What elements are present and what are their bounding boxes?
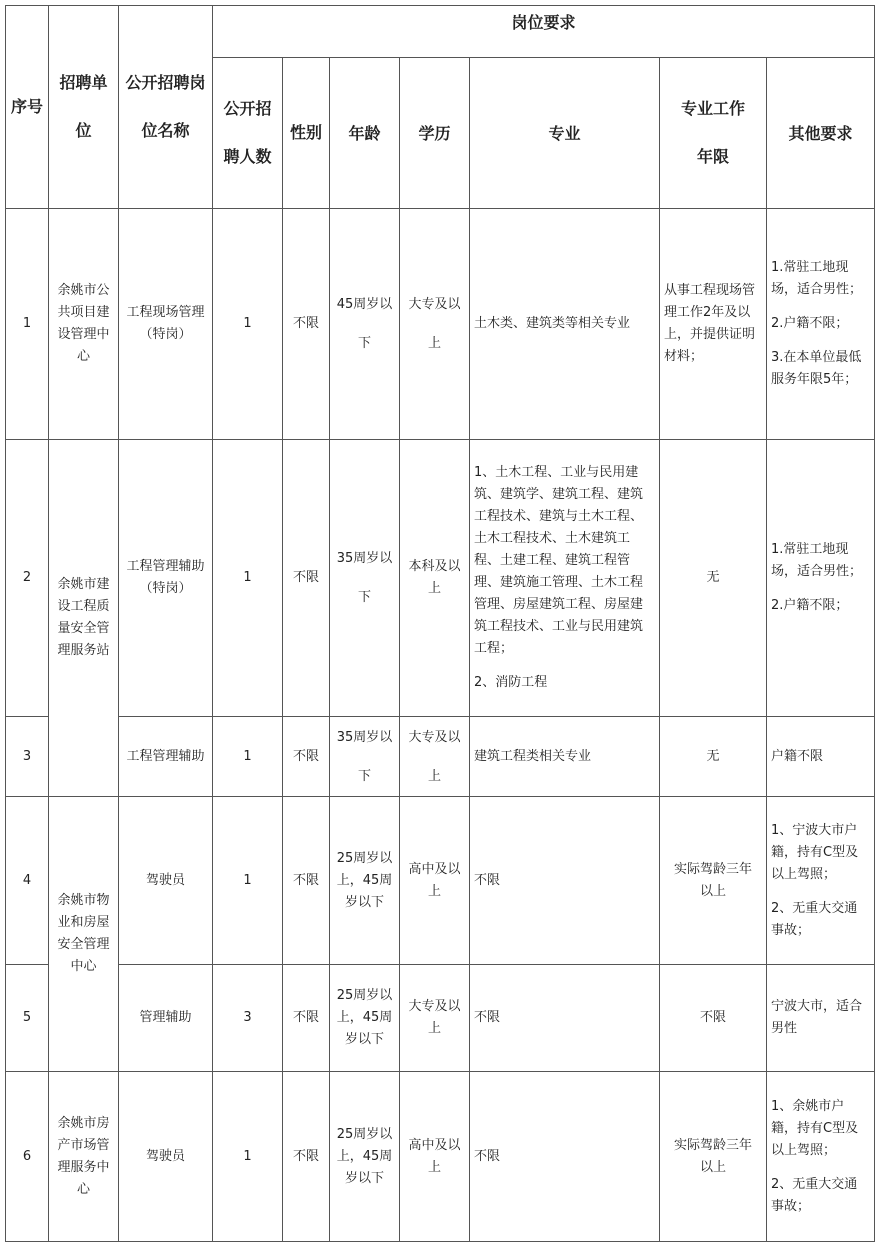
row-post: 工程现场管理（特岗） [119,209,213,440]
row-experience: 无 [660,717,767,797]
row-unit: 余姚市房产市场管理服务中心 [49,1072,119,1242]
row-age: 25周岁以上，45周岁以下 [330,965,400,1072]
row-education: 大专及以上 [400,717,470,797]
row-count: 1 [213,717,283,797]
header-other: 其他要求 [767,58,875,209]
header-unit: 招聘单位 [49,6,119,209]
header-row-1 [6,6,875,58]
row-seq: 4 [6,797,49,965]
row-major: 土木类、建筑类等相关专业 [470,209,660,440]
header-post-name: 公开招聘岗位名称 [119,6,213,209]
row-other [767,209,875,440]
row-experience: 实际驾龄三年以上 [660,1072,767,1242]
row-gender: 不限 [283,717,330,797]
table-row [6,440,875,717]
row-post: 工程管理辅助 [119,717,213,797]
row-experience: 无 [660,440,767,717]
header-age: 年龄 [330,58,400,209]
row-experience: 不限 [660,965,767,1072]
row-other [767,440,875,717]
row-gender: 不限 [283,440,330,717]
table-row [6,717,875,797]
row-education: 大专及以上 [400,209,470,440]
header-requirements: 岗位要求 [213,6,875,58]
other-item: 2、无重大交通事故； [771,1176,858,1214]
row-other [767,797,875,965]
row-major: 建筑工程类相关专业 [470,717,660,797]
row-education: 高中及以上 [400,1072,470,1242]
other-item: 2.户籍不限； [771,598,849,613]
row-experience: 实际驾龄三年以上 [660,797,767,965]
row-post: 驾驶员 [119,1072,213,1242]
other-item: 2、无重大交通事故； [771,900,858,938]
row-major: 不限 [470,797,660,965]
header-experience: 专业工作年限 [660,58,767,209]
row-gender: 不限 [283,1072,330,1242]
row-seq: 6 [6,1072,49,1242]
table-row [6,209,875,440]
row-age: 25周岁以上，45周岁以下 [330,797,400,965]
row-gender: 不限 [283,965,330,1072]
row-age: 25周岁以上，45周岁以下 [330,1072,400,1242]
row-other: 户籍不限 [767,717,875,797]
row-other [767,1072,875,1242]
row-count: 1 [213,1072,283,1242]
row-post: 管理辅助 [119,965,213,1072]
row-gender: 不限 [283,209,330,440]
other-item: 1、宁波大市户籍，持有C型及以上驾照； [771,822,859,882]
row-age: 45周岁以下 [330,209,400,440]
row-seq: 3 [6,717,49,797]
row-experience: 从事工程现场管理工作2年及以上，并提供证明材料； [660,209,767,440]
table-row [6,797,875,965]
row-age: 35周岁以下 [330,440,400,717]
row-major: 不限 [470,1072,660,1242]
table-row [6,965,875,1072]
major-item: 1、土木工程、工业与民用建筑、建筑学、建筑工程、建筑工程技术、建筑与土木工程、土木工程技术、土木建筑工程、土建工程、建筑工程管理、建筑施工管理、土木工程管理、房屋建筑工程、房屋建筑工程技术、工业与民用建筑工程； [474,465,644,656]
header-seq: 序号 [6,6,49,209]
other-item: 1.常驻工地现场，适合男性； [771,542,863,579]
row-unit: 余姚市建设工程质量安全管理服务站 [49,440,119,797]
header-education: 学历 [400,58,470,209]
header-major: 专业 [470,58,660,209]
row-seq: 1 [6,209,49,440]
row-post: 驾驶员 [119,797,213,965]
row-seq: 2 [6,440,49,717]
row-major: 不限 [470,965,660,1072]
other-item: 1、余姚市户籍，持有C型及以上驾照； [771,1098,859,1158]
row-other: 宁波大市，适合男性 [767,965,875,1072]
row-education: 大专及以上 [400,965,470,1072]
row-unit: 余姚市公共项目建设管理中心 [49,209,119,440]
row-seq: 5 [6,965,49,1072]
other-item: 1.常驻工地现场，适合男性； [771,260,863,297]
recruitment-table [5,5,875,1242]
header-gender: 性别 [283,58,330,209]
row-count: 1 [213,209,283,440]
row-education: 高中及以上 [400,797,470,965]
other-item: 2.户籍不限； [771,316,849,331]
table-row [6,1072,875,1242]
row-count: 1 [213,440,283,717]
row-count: 3 [213,965,283,1072]
major-item: 2、消防工程 [474,675,548,690]
row-major [470,440,660,717]
row-age: 35周岁以下 [330,717,400,797]
row-unit: 余姚市物业和房屋安全管理中心 [49,797,119,1072]
other-item: 3.在本单位最低服务年限5年； [771,350,862,387]
row-gender: 不限 [283,797,330,965]
row-count: 1 [213,797,283,965]
row-education: 本科及以上 [400,440,470,717]
row-post: 工程管理辅助（特岗） [119,440,213,717]
header-count: 公开招聘人数 [213,58,283,209]
